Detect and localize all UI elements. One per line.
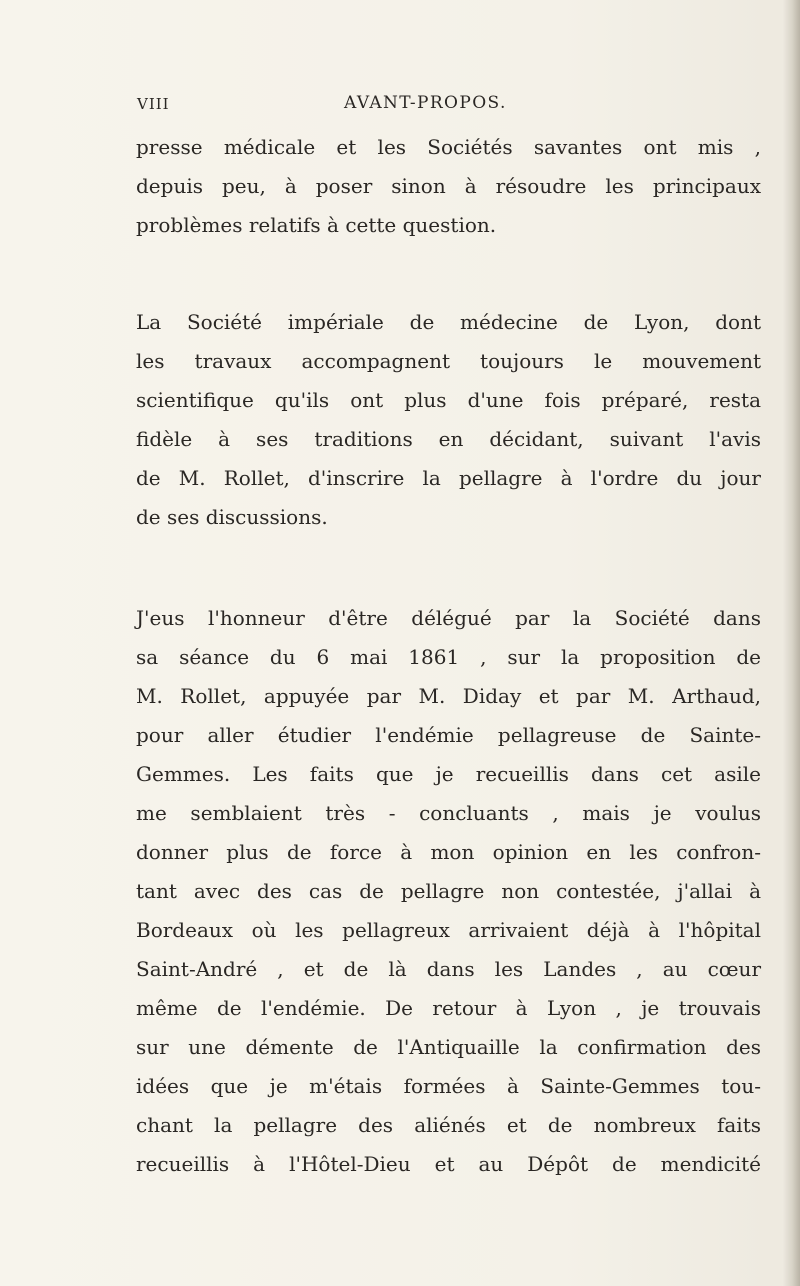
text-line: idées que je m'étais formées à Sainte-Gemmes tou- (136, 1074, 761, 1098)
text-line: même de l'endémie. De retour à Lyon , je trouvais (136, 996, 761, 1020)
text-line: presse médicale et les Sociétés savantes ont mis , (136, 135, 761, 159)
text-line: La Société impériale de médecine de Lyon, dont (136, 310, 761, 334)
page-number: VIII (137, 95, 170, 113)
text-line: depuis peu, à poser sinon à résoudre les principaux (136, 174, 761, 198)
text-line: tant avec des cas de pellagre non contestée, j'allai à (136, 879, 761, 903)
text-line: recueillis à l'Hôtel-Dieu et au Dépôt de mendicité (136, 1152, 761, 1176)
text-line: M. Rollet, appuyée par M. Diday et par M. Arthaud, (136, 684, 761, 708)
page-edge-shadow (782, 0, 800, 1286)
text-line: scientifique qu'ils ont plus d'une fois préparé, resta (136, 388, 761, 412)
text-line: fidèle à ses traditions en décidant, suivant l'avis (136, 427, 761, 451)
text-line: de ses discussions. (136, 505, 328, 529)
paragraph-3 (136, 599, 761, 1184)
text-line: les travaux accompagnent toujours le mouvement (136, 349, 761, 373)
text-line: me semblaient très - concluants , mais je voulus (136, 801, 761, 825)
paragraph-spacer (136, 537, 761, 599)
running-title: AVANT-PROPOS. (344, 93, 507, 113)
paragraph-1 (136, 128, 761, 245)
text-line: problèmes relatifs à cette question. (136, 213, 497, 237)
text-line: sa séance du 6 mai 1861 , sur la proposition de (136, 645, 761, 669)
text-line: chant la pellagre des aliénés et de nombreux faits (136, 1113, 761, 1137)
text-line: sur une démente de l'Antiquaille la confirmation des (136, 1035, 761, 1059)
text-line: de M. Rollet, d'inscrire la pellagre à l'ordre du jour (136, 466, 761, 490)
text-line: J'eus l'honneur d'être délégué par la Société dans (136, 606, 761, 630)
text-line: Saint-André , et de là dans les Landes , au cœur (136, 957, 761, 981)
text-line: donner plus de force à mon opinion en les confron- (136, 840, 761, 864)
text-line: Gemmes. Les faits que je recueillis dans cet asile (136, 762, 761, 786)
running-header (137, 93, 597, 117)
text-line: Bordeaux où les pellagreux arrivaient déjà à l'hôpital (136, 918, 761, 942)
paragraph-2 (136, 303, 761, 537)
paragraph-spacer (136, 245, 761, 303)
body-text (136, 128, 761, 1184)
text-line: pour aller étudier l'endémie pellagreuse de Sainte- (136, 723, 761, 747)
